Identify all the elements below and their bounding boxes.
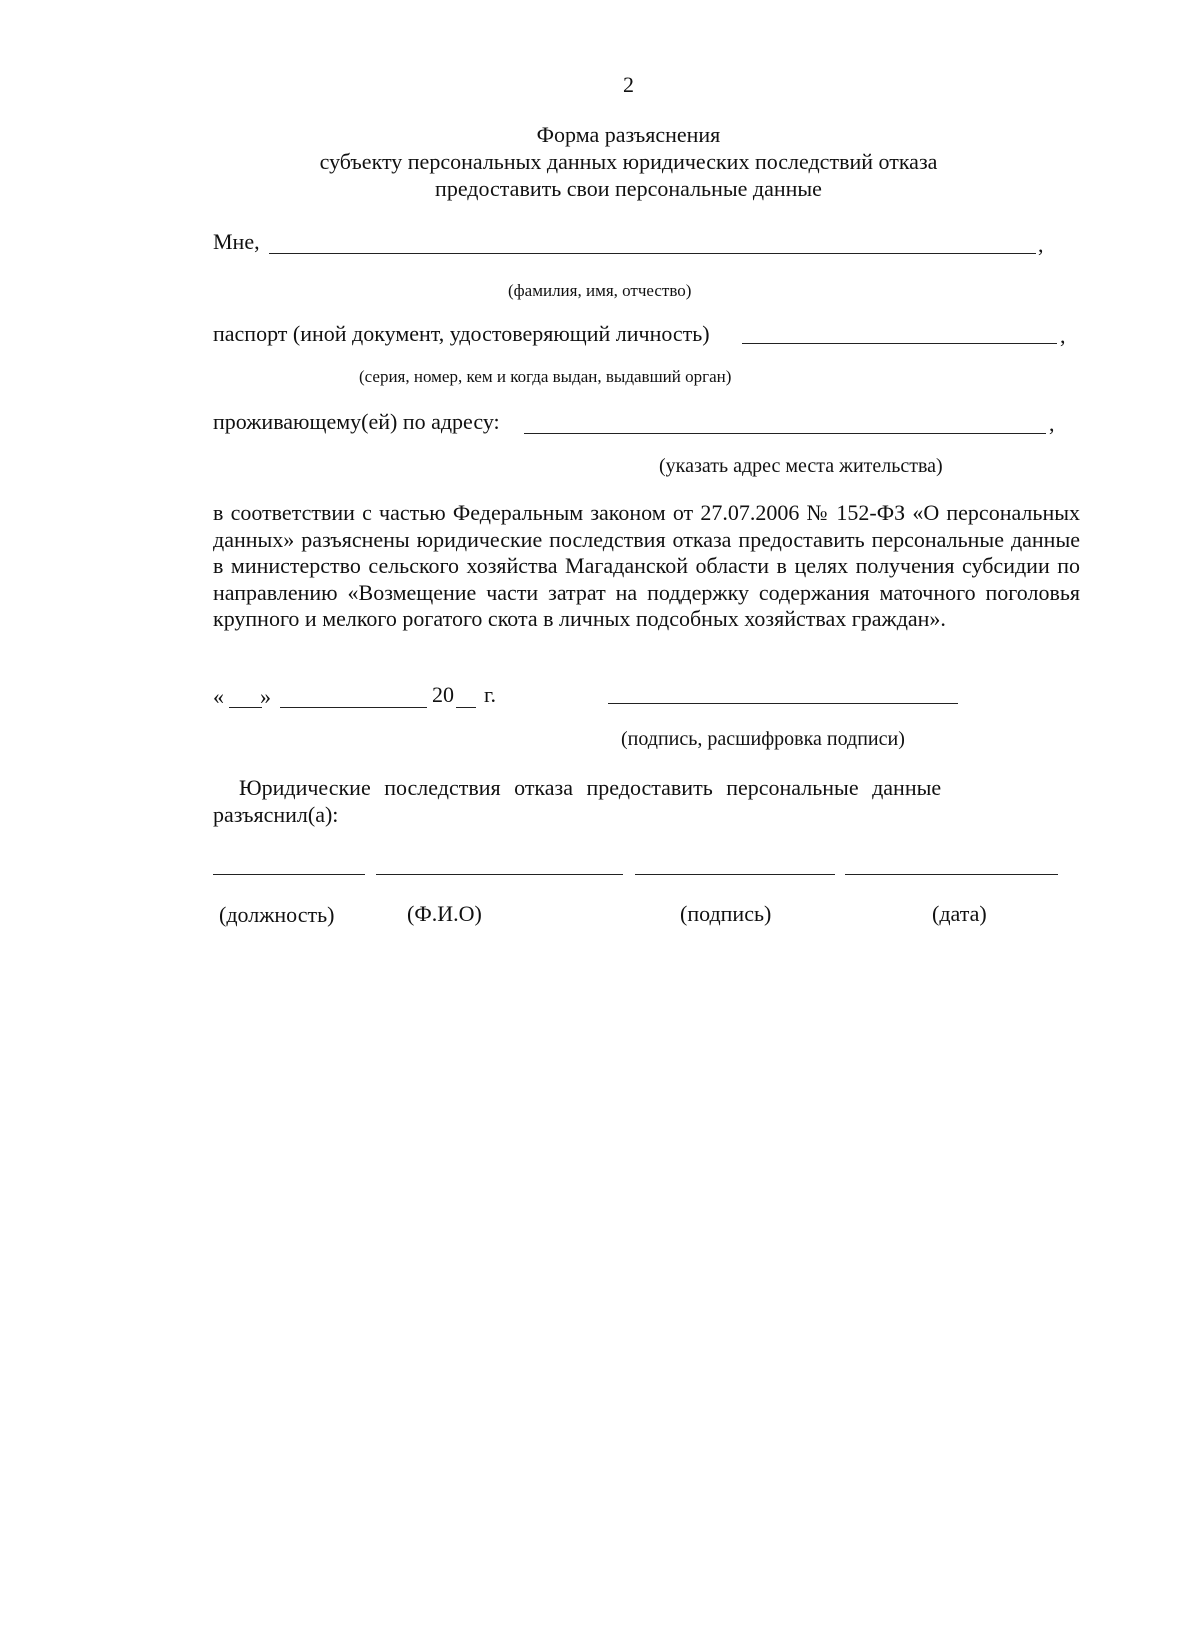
footer-date-input-line[interactable] — [845, 874, 1058, 875]
name-field-hint: (фамилия, имя, отчество) — [508, 281, 692, 300]
fio-label: (Ф.И.О) — [407, 901, 482, 926]
title-line-2: субъекту персональных данных юридических последствий отказа — [319, 149, 938, 174]
month-input-line[interactable] — [280, 707, 427, 708]
position-label: (должность) — [219, 902, 335, 927]
name-field-comma: , — [1038, 232, 1044, 257]
title-line-3: предоставить свои персональные данные — [435, 176, 822, 201]
name-field-label: Мне, — [213, 229, 260, 254]
address-field-label: проживающему(ей) по адресу: — [213, 409, 500, 434]
fio-input-line[interactable] — [376, 874, 623, 875]
signature-label: (подпись) — [680, 901, 772, 926]
passport-field-hint: (серия, номер, кем и когда выдан, выдавший орган) — [359, 367, 732, 386]
passport-field-label: паспорт (иной документ, удостоверяющий личность) — [213, 321, 710, 346]
year-input-line[interactable] — [456, 707, 476, 708]
page-number: 2 — [623, 72, 634, 97]
day-input-line[interactable] — [229, 707, 262, 708]
signature-hint: (подпись, расшифровка подписи) — [621, 728, 905, 750]
date-label: (дата) — [932, 901, 987, 926]
address-field-comma: , — [1049, 411, 1055, 436]
name-input-line[interactable] — [269, 253, 1036, 254]
position-input-line[interactable] — [213, 874, 365, 875]
footer-signature-input-line[interactable] — [635, 874, 835, 875]
explained-line-2: разъяснил(а): — [213, 802, 339, 827]
date-open-quote: « — [213, 684, 224, 709]
title-line-1: Форма разъяснения — [536, 122, 721, 147]
year-suffix: г. — [484, 682, 497, 707]
signature-input-line[interactable] — [608, 703, 958, 704]
year-prefix: 20 — [432, 682, 454, 707]
passport-field-comma: , — [1060, 323, 1066, 348]
address-input-line[interactable] — [524, 433, 1046, 434]
explained-line-1: Юридические последствия отказа предоставить персональные данные — [239, 775, 942, 800]
consent-paragraph: в соответствии с частью Федеральным законом от 27.07.2006 № 152-ФЗ «О персональных данных» разъяснены юридические последствия отказа предоставить персональные данные в министерство сельского хозяйства Магаданской области в целях получения субсидии по направлению «Возмещение части затрат на поддержку содержания маточного поголовья крупного и мелкого рогатого скота в личных подсобных хозяйствах граждан». — [213, 500, 1080, 631]
passport-input-line[interactable] — [742, 343, 1057, 344]
date-close-quote: » — [260, 684, 271, 709]
address-field-hint: (указать адрес места жительства) — [659, 455, 943, 477]
